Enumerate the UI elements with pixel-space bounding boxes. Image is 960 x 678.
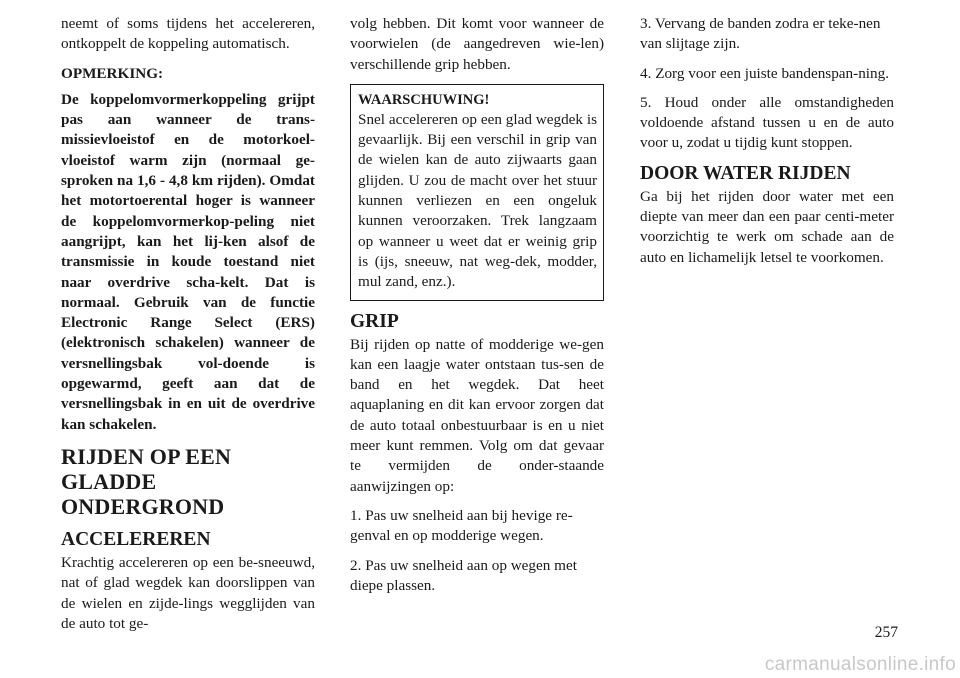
column-middle [350, 14, 604, 605]
note-label: OPMERKING: [61, 64, 164, 82]
warning-title: WAARSCHUWING! [358, 91, 490, 108]
column-right [640, 14, 894, 277]
list-item-3: 3. Vervang de banden zodra er teke-nen van slijtage zijn. [640, 15, 881, 53]
list-item-1: 1. Pas uw snelheid aan bij hevige re-genval en op modderige wegen. [350, 506, 573, 545]
list-item-2: 2. Pas uw snelheid aan op wegen met diepe plassen. [350, 556, 577, 594]
water-paragraph: Ga bij het rijden door water met een diepte van meer dan een paar centi-meter voorzichtig te werk om schade aan de auto en lichamelijk letsel te voorkomen. [640, 187, 894, 266]
intro-paragraph: neemt of soms tijdens het accelereren, ontkoppelt de koppeling automatisch. [61, 15, 315, 53]
subheading-accelereren: ACCELEREREN [61, 528, 211, 550]
page-number: 257 [874, 624, 898, 641]
note-paragraph: De koppelomvormerkoppeling grijpt pas aan wanneer de trans-missievloeistof en de motorkoel-vloeistof warm zijn (normaal ge-sproken na 1,6 - 4,8 km rijden). Omdat het motortoerental hoger is wanneer de koppelomvormerkop-peling niet aangrijpt, kan het lij-ken alsof de transmissie in koude toestand niet naar overdrive scha-kelt. Dat is normaal. Gebruik van de functie Electronic Range Select (ERS) (elektronisch schakelen) wanneer de versnellingsbak vol-doende is opgewarmd, geeft aan dat de versnellingsbak in en uit de overdrive kan schakelen. [61, 90, 315, 433]
watermark: carmanualsonline.info [764, 654, 956, 675]
section-heading-line1: RIJDEN OP EEN [61, 443, 232, 469]
subheading-water: DOOR WATER RIJDEN [640, 162, 851, 184]
section-heading-line2: GLADDE ONDERGROND [61, 468, 225, 519]
grip-paragraph: Bij rijden op natte of modderige we-gen kan een laagje water ontstaan tus-sen de band en het wegdek. Dat heet aquaplaning en dit kan ervoor zorgen dat de auto totaal onbestuurbaar is en u niet meer kunt remmen. Volg om dat gevaar te vermijden de onder-staande aanwijzingen op: [350, 335, 604, 495]
warning-box [350, 84, 604, 301]
list-item-4: 4. Zorg voor een juiste bandenspan-ning. [640, 64, 889, 82]
section-heading [61, 444, 315, 519]
continued-paragraph: volg hebben. Dit komt voor wanneer de voorwielen (de aangedreven wie-len) verschillende grip hebben. [350, 15, 604, 73]
list-item-5: 5. Houd onder alle omstandigheden voldoende afstand tussen u en de auto voor u, zodat u tijdig kunt stoppen. [640, 93, 894, 152]
subheading-grip: GRIP [350, 310, 399, 332]
accelerate-paragraph: Krachtig accelereren op een be-sneeuwd, nat of glad wegdek kan doorslippen van de wielen en zijde-lings wegglijden van de auto tot ge- [61, 553, 315, 632]
warning-text: Snel accelereren op een glad wegdek is gevaarlijk. Bij een verschil in grip van de wielen kan de auto zijwaarts gaan glijden. U zou de macht over het stuur kunnen verliezen en een ongeluk kunnen veroorzaken. Trek langzaam op wanneer u weet dat er weinig grip is (ijs, sneeuw, nat weg-dek, modder, mul zand, enz.). [358, 110, 597, 291]
column-left [61, 14, 315, 643]
